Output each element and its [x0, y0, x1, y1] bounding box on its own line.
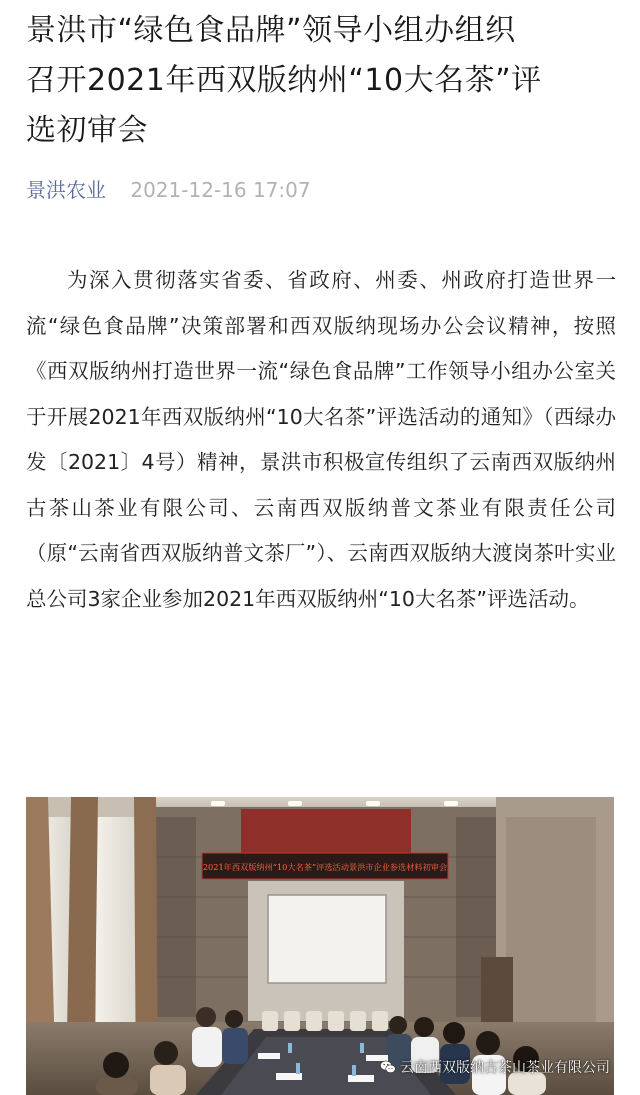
banner-text: 2021年西双版纳州“10大名茶”评选活动景洪市企业参选材料初审会 [202, 862, 448, 872]
watermark-text: 云南西双版纳古茶山茶业有限公司 [400, 1060, 610, 1076]
article-title [26, 6, 620, 156]
title-line-1: 景洪市“绿色食品牌”领导小组办组织 [26, 13, 516, 48]
article-meta [26, 172, 311, 208]
account-name-link[interactable]: 景洪农业 [26, 178, 106, 202]
publish-time: 2021-12-16 17:07 [130, 178, 311, 202]
meeting-photo [26, 797, 614, 1095]
title-line-3: 选初审会 [26, 113, 148, 148]
watermark [380, 1057, 610, 1077]
meeting-room-illustration [26, 797, 614, 1095]
title-line-2: 召开2021年西双版纳州“10大名茶”评 [26, 63, 542, 98]
article-paragraph: 为深入贯彻落实省委、省政府、州委、州政府打造世界一流“绿色食品牌”决策部署和西双版纳现场办公会议精神，按照《西双版纳州打造世界一流“绿色食品牌”工作领导小组办公室关于开展2021年西双版纳州“10大名茶”评选活动的通知》（西绿办发〔2021〕4号）精神，景洪市积极宣传组织了云南西双版纳州古茶山茶业有限公司、云南西双版纳普文茶业有限责任公司（原“云南省西双版纳普文茶厂”）、云南西双版纳大渡岗茶叶实业总公司3家企业参加2021年西双版纳州“10大名茶”评选活动。 [26, 268, 616, 611]
wechat-icon [380, 1060, 396, 1074]
